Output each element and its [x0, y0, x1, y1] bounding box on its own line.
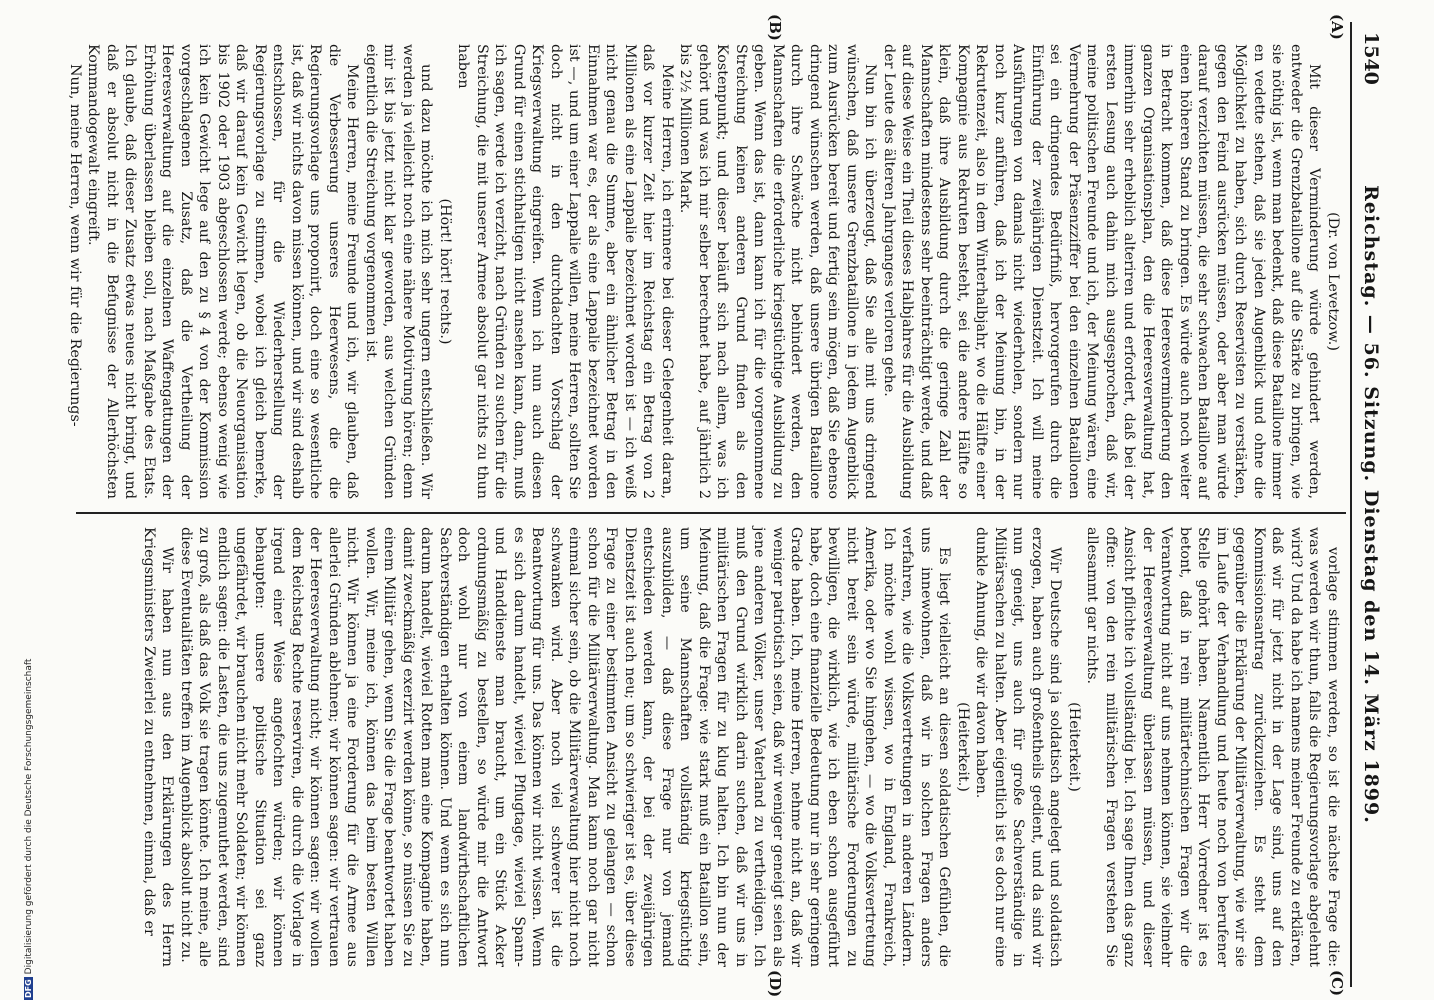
paragraph: Wir Deutsche sind ja soldatisch angelegt und soldatisch erzogen, haben auch großentheils gedient, und da sind wir nun geneigt, uns auch für große Sachverständige in Militärsachen zu halten. Aber eigentlich ist es doch nur eine dunkle Ahnung, die wir davon haben. [973, 527, 1064, 967]
interjection: (Heiterkeit.) [955, 702, 971, 792]
paragraph: Wir haben nun aus den Erklärungen des Herrn Kriegsministers Zweierlei zu entnehmen, einmal, daß er [141, 527, 176, 967]
speaker-name: (Dr. von Levetzow.) [1325, 212, 1341, 351]
column-left [67, 44, 1342, 499]
credit-text: Digitalisierung gefördert durch die Deutsche Forschungsgemeinschaft [24, 658, 34, 975]
interjection: (Heiterkeit.) [1066, 702, 1082, 792]
page-number: 1540 [1360, 32, 1382, 85]
digitization-credit [24, 20, 36, 1000]
paragraph: Meine Herren, meine Freunde und ich, wir glauben, daß die Verbesserung unseres Heerwesens, die die Regierungsvorlage uns proponirt, doch eine so wesentliche ist, daß wir nichts davon missen können, und wir sind deshalb entschlossen, für die Wiederherstellung der Regierungsvorlage zu stimmen, wobei ich gleich bemerke, daß wir darauf kein Gewicht legen, ob die Neuorganisation bis 1902 oder 1903 abgeschlossen werde; ebenso wenig wie ich kein Gewicht lege auf den zu § 4 von der Kommission vorgeschlagenen Zusatz, daß die Vertheilung der Heeresverwaltung auf die einzelnen Waffengattungen der Erhöhung überlassen bleiben soll, nach Maßgabe des Etats. Ich glaube, daß dieser Zusatz etwas neues nicht bringt, und daß er absolut nicht in die Befugnisse der Allerhöchsten Kommandogewalt eingreift. [85, 44, 361, 499]
margin-letter-d: (D) [766, 970, 784, 998]
paragraph: Meine Herren, ich erinnere bei dieser Gelegenheit daran, daß vor kurzer Zeit hier im Reichstag ein Betrag von 2 Millionen als eine Lappalie bezeichnet worden ist — ich weiß nicht genau die Summe, aber ein ähnlicher Betrag in den Einnahmen war es, der als eine Lappalie bezeichnet worden ist —, und um einer Lappalie willen, meine Herren, sollten Sie doch nicht in den durchdachten Vorschlag der Kriegsverwaltung eingreifen. Wenn ich nun auch diesen Grund für einen stichhaltigen nicht ansehen kann, dann, muß ich sagen, werde ich verzicht, nach Gründen zu suchen für die Streichung, die mit unserer Armee absolut gar nichts zu thun haben [455, 44, 675, 499]
dfg-logo: DFG [24, 979, 33, 998]
column-right [92, 527, 1342, 967]
margin-letter-c: (C) [1328, 970, 1346, 997]
margin-letter-b: (B) [766, 14, 784, 41]
margin-letter-a: (A) [1328, 14, 1346, 40]
column-divider [76, 512, 1346, 514]
interjection: (Hört! hört! rechts.) [437, 198, 453, 345]
paragraph: Nun bin ich überzeugt, daß Sie alle mit uns dringend wünschen, daß unsere Grenzbataillone in jedem Augenblick zum Ausrücken bereit und fertig sein mögen, daß Sie ebenso dringend wünschen werden, daß unsere übrigen Bataillone durch ihre Schwäche nicht behindert werden, den Mannschaften die erforderliche kriegstüchtige Ausbildung zu geben. Wenn das ist, dann kann ich für die vorgenommene Streichung keinen anderen Grund finden als den Kostenpunkt; und dieser beläuft sich nach allem, was ich gehört und was ich mir selber berechnet habe, auf jährlich 2 bis 2½ Millionen Mark. [677, 44, 879, 499]
paragraph: Es liegt vielleicht an diesen soldatischen Gefühlen, die uns innewohnen, daß wir in solchen Fragen anders verfahren, wie die Volksvertretungen in anderen Ländern. Ich möchte wohl wissen, wo in England, Frankreich, Amerika, oder wo Sie hingehen, — wo die Volksvertretung nicht bereit sein würde, militärische Forderungen zu bewilligen, die wirklich, wie ich eben schon ausgeführt habe, doch eine finanzielle Bedeutung nur in sehr geringem Grade haben. Ich, meine Herren, nehme nicht an, daß wir weniger patriotisch seien, daß wir weniger geneigt seien als jene anderen Völker, unser Vaterland zu vertheidigen. Ich muß den Grund wirklich darin suchen, daß wir uns in militärischen Fragen für zu klug halten. Ich bin nun der Meinung, daß die Frage: wie stark muß ein Bataillon sein, um seine Mannschaften vollständig kriegstüchtig auszubilden, — daß diese Frage nur von jemand entschieden werden kann, der bei der zweijährigen Dienstzeit ist auch neu; um so schwieriger ist es, über diese Frage zu einer bestimmten Ansicht zu gelangen — schon schon für die Militärverwaltung. Man kann noch gar nicht einmal sicher sein, ob die Militärverwaltung hier nicht noch schwanken wird. Aber noch viel schwerer ist die Beantwortung für uns. Das können wir nicht wissen. Wenn es sich darum handelt, wieviel Pflugtage, wieviel Spann- und Handdienste man braucht, um ein Stück Acker ordnungsmäßig zu bestellen, so würde mir die Antwort doch wohl nur von einem landwirthschaftlichen Sachverständigen erhalten können. Und wenn es sich nun darum handelt, wieviel Rotten man eine Kompagnie haben, damit zweckmäßig exerzirt werden könne, so müssen Sie zu einem Militär gehen, wenn Sie die Frage beantwortet haben wollen. Wir, meine ich, können das beim besten Willen nicht. Wir können ja eine Forderung für die Armee aus allerlei Gründen ablehnen; wir können sagen: wir vertrauen der Heeresverwaltung nicht; wir können sagen: wir wollen dem Reichstag Rechte reserviren, die durch die Vorlage in irgend einer Weise angefochten würden; wir können behaupten: unsere politische Situation sei ganz ungefährdet, wir brauchen nicht mehr Soldaten; wir können endlich sagen: die Lasten, die uns zugemuthet werden, sind zu groß, als daß das Volk sie tragen könnte. Ich meine, alle diese Eventualitäten treffen im Augenblick absolut nicht zu. [178, 527, 953, 967]
paragraph: Mit dieser Verminderung würde gehindert werden, entweder die Grenzbataillone auf die Stärke zu bringen, wie sie nöthig ist, wenn man bedenkt, daß diese Bataillone immer en vedette stehen, daß sie jeden Augenblick und ohne die Möglichkeit zu haben, sich durch Reservisten zu verstärken, gegen den Feind ausrücken müssen, oder aber man würde darauf verzichten müssen, die sehr schwachen Bataillone auf einen höheren Stand zu bringen. Es würde auch noch weiter in Betracht kommen, daß diese Heeresverminderung den ganzen Organisationsplan, den die Heeresverwaltung hat, immerhin sehr erheblich alteriren und erfordert, daß bei der ersten Lesung auch dahin mich ausgesprochen, daß wir, meine politischen Freunde und ich, der Meinung wären, eine Vermehrung der Präsenzziffer bei den einzelnen Bataillonen sei ein dringendes Bedürfniß, hervorgerufen durch die Einführung der zweijährigen Dienstzeit. Ich will meine Ausführungen von damals nicht wiederholen, sondern nur noch kurz anführen, daß ich der Meinung bin, in der Rekrutenzeit, also in dem Winterhalbjahr, wo die Hälfte einer Kompagnie aus Rekruten besteht, sei die andere Hälfte so klein, daß ihre Ausbildung durch die geringe Zahl der Mannschaften mindestens sehr beeinträchtigt werde, und daß auf diese Weise ein Theil dieses Halbjahres für die Ausbildung der Leute des älteren Jahrganges verloren gehe. [881, 44, 1323, 499]
newspaper-page [67, 14, 1390, 998]
header-rule [1350, 22, 1352, 987]
page-header [1350, 22, 1390, 987]
paragraph: vorlage stimmen werden, so ist die nächste Frage die: was werden wir thun, falls die Regierungsvorlage abgelehnt wird? Und da habe ich namens meiner Freunde zu erklären, daß wir für jetzt nicht in der Lage sind, uns auf den Kommissionsantrag zurückzuziehen. Es steht dem gegenüber die Erklärung der Militärverwaltung, wie wir sie im Laufe der Verhandlung und heute noch von berufener Stelle gehört haben. Namentlich Herr Vorredner ist es betont, daß in rein militärtechnischen Fragen wir die Verantwortung nicht auf uns nehmen können, sie vielmehr der Heeresverwaltung überlassen müssen, und dieser Ansicht pflichte ich vollständig bei. Ich sage Ihnen das ganz offen: von den rein militärischen Fragen verstehen Sie allesammt gar nichts. [1084, 527, 1341, 967]
page-title: Reichstag. — 56. Sitzung. Dienstag den 14. März 1899. [1360, 185, 1382, 824]
paragraph: Nun, meine Herren, wenn wir für die Regierungs- [67, 64, 83, 427]
paragraph: und dazu möchte ich mich sehr ungern entschließen. Wir werden ja vielleicht noch eine nähere Motivirung hören; denn mir ist bis jetzt nicht klar geworden, aus welchen Gründen eigentlich die Streichung vorgenommen ist. [363, 44, 435, 499]
